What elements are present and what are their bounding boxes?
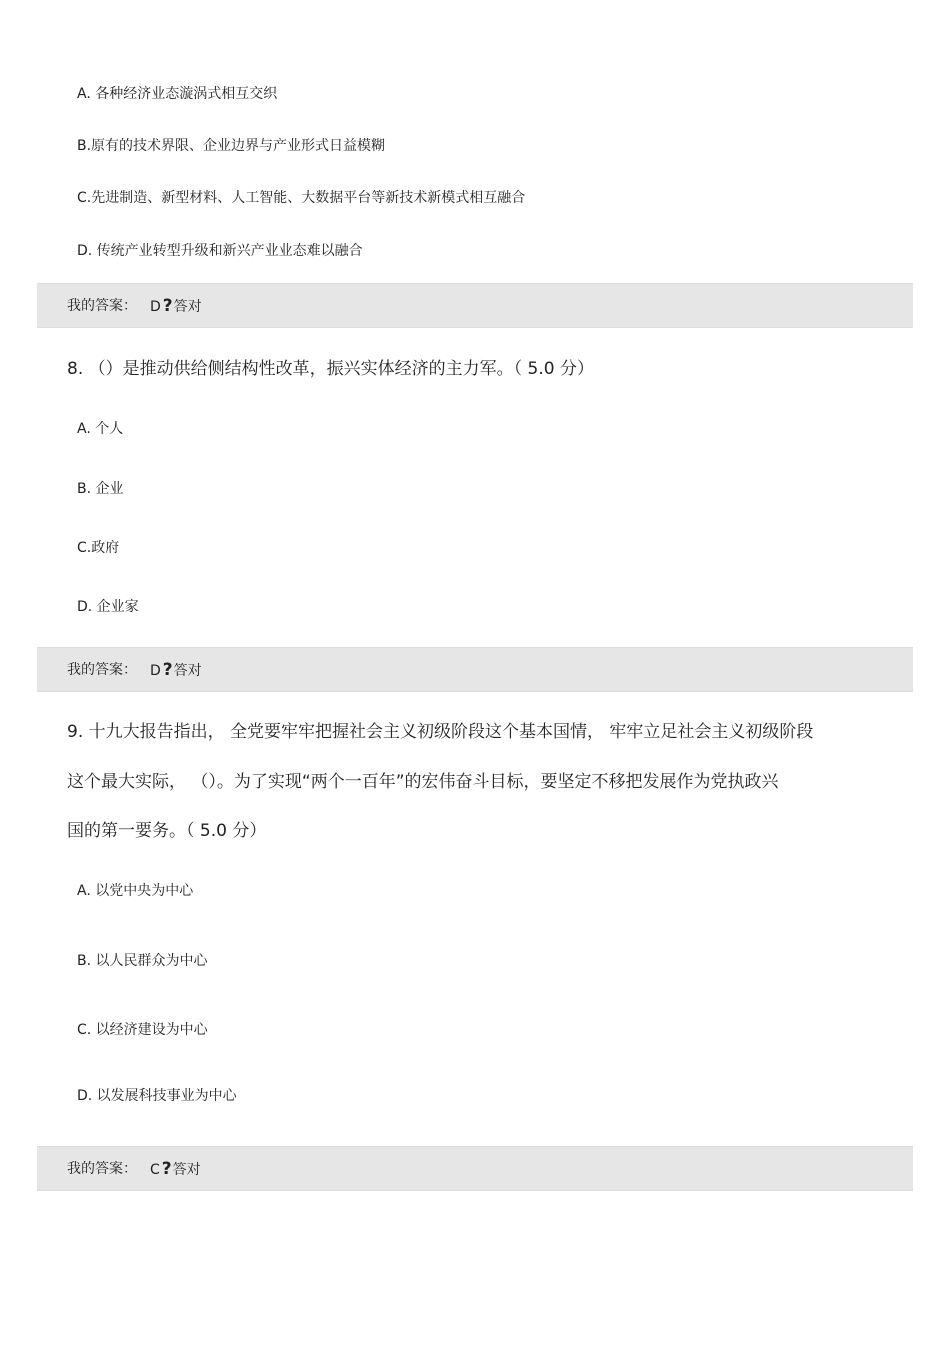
q7-option-a[interactable]: A. 各种经济业态漩涡式相互交织 — [77, 86, 278, 102]
q9-answer-bar — [37, 1146, 913, 1191]
q9-answer-letter: C — [150, 1162, 160, 1178]
q8-answer-bar — [37, 647, 913, 692]
q9-option-b[interactable]: B. 以人民群众为中心 — [77, 953, 208, 969]
q9-question-line-1: 9. 十九大报告指出， 全党要牢牢把握社会主义初级阶段这个基本国情， 牢牢立足社会主义初级阶段 — [67, 722, 814, 742]
q8-answer-mark: ? — [162, 660, 173, 680]
q7-option-d[interactable]: D. 传统产业转型升级和新兴产业业态难以融合 — [77, 243, 363, 259]
q7-answer-letter: D — [150, 299, 161, 315]
q7-answer-mark: ? — [162, 296, 173, 316]
q8-answer-value — [150, 660, 202, 681]
q8-option-a[interactable]: A. 个人 — [77, 421, 124, 437]
q9-question-line-2: 这个最大实际， （）。为了实现“两个一百年”的宏伟奋斗目标，要坚定不移把发展作为党执政兴 — [67, 772, 779, 792]
q7-answer-label: 我的答案： — [67, 298, 137, 314]
q9-option-c[interactable]: C. 以经济建设为中心 — [77, 1022, 208, 1038]
q8-answer-status: 答对 — [173, 663, 202, 679]
q8-answer-label: 我的答案： — [67, 662, 137, 678]
q8-answer-letter: D — [150, 663, 161, 679]
q8-option-c[interactable]: C.政府 — [77, 540, 120, 556]
q7-answer-status: 答对 — [173, 299, 202, 315]
q7-option-c[interactable]: C.先进制造、新型材料、人工智能、大数据平台等新技术新模式相互融合 — [77, 190, 526, 206]
q8-question-text: 8. （）是推动供给侧结构性改革，振兴实体经济的主力军。（ 5.0 分） — [67, 359, 594, 379]
q8-option-b[interactable]: B. 企业 — [77, 481, 124, 497]
q9-answer-mark: ? — [161, 1159, 172, 1179]
q7-answer-value — [150, 296, 202, 317]
q8-option-d[interactable]: D. 企业家 — [77, 599, 139, 615]
q9-option-a[interactable]: A. 以党中央为中心 — [77, 883, 194, 899]
q9-question-line-3: 国的第一要务。（ 5.0 分） — [67, 821, 267, 841]
q9-answer-label: 我的答案： — [67, 1161, 137, 1177]
q7-answer-bar — [37, 283, 913, 328]
q9-answer-status: 答对 — [172, 1162, 201, 1178]
q9-option-d[interactable]: D. 以发展科技事业为中心 — [77, 1088, 237, 1104]
q7-option-b[interactable]: B.原有的技术界限、企业边界与产业形式日益模糊 — [77, 138, 386, 154]
q9-answer-value — [150, 1159, 201, 1180]
